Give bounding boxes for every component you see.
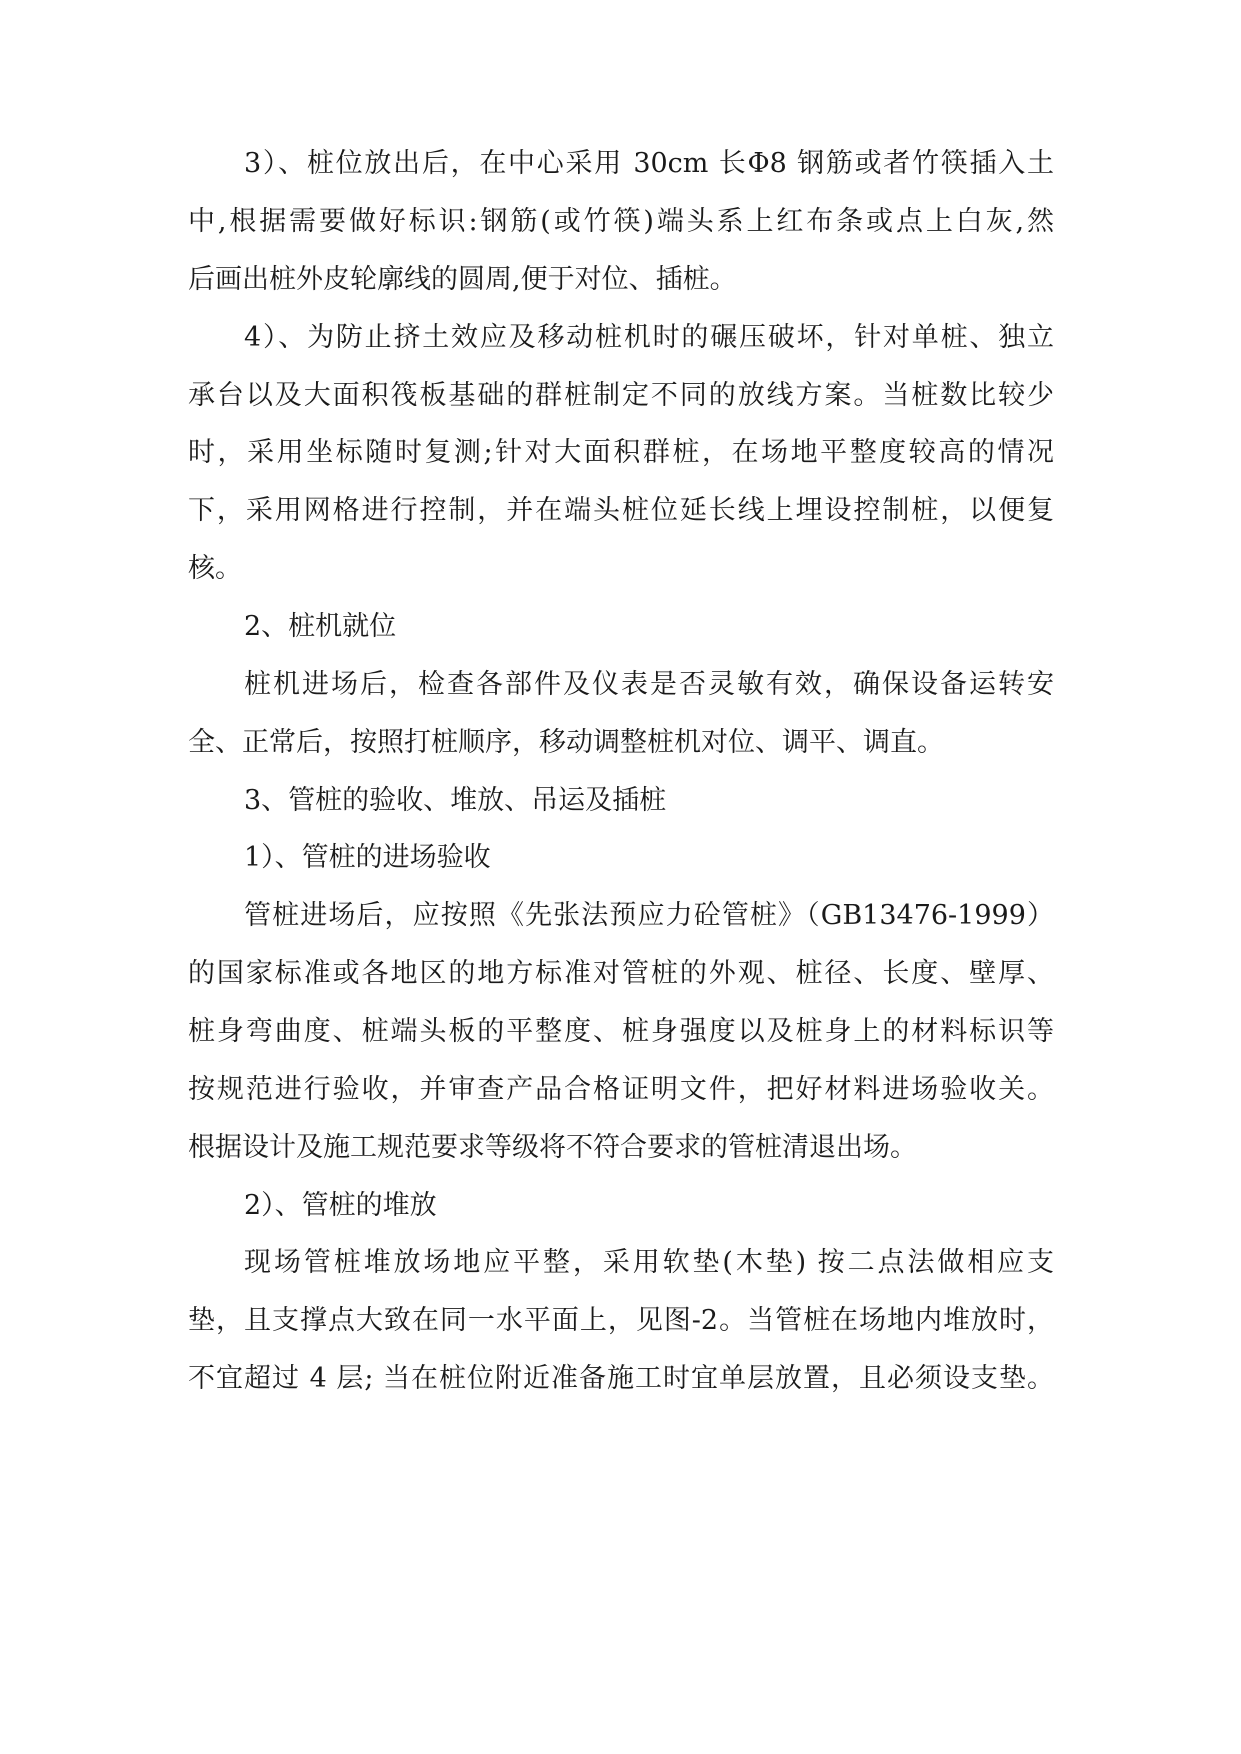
section-heading: 2、桩机就位 [244,611,397,642]
text-line: 根据设计及施工规范要求等级将不符合要求的管桩清退出场。 [188,1132,917,1163]
text-line: 现场管桩堆放场地应平整，采用软垫(木垫) 按二点法做相应支 [244,1247,1054,1278]
text-line: 桩身弯曲度、桩端头板的平整度、桩身强度以及桩身上的材料标识等 [188,1016,1054,1047]
text-line: 4）、为防止挤土效应及移动桩机时的碾压破坏，针对单桩、独立 [244,322,1054,353]
text-line: 承台以及大面积筏板基础的群桩制定不同的放线方案。当桩数比较少 [188,380,1054,411]
text-line: 按规范进行验收，并审查产品合格证明文件，把好材料进场验收关。 [188,1074,1054,1105]
text-line: 管桩进场后，应按照《先张法预应力砼管桩》（GB13476-1999） [244,900,1054,931]
section-heading: 3、管桩的验收、堆放、吊运及插桩 [244,785,667,816]
text-line: 全、正常后，按照打桩顺序，移动调整桩机对位、调平、调直。 [188,727,944,758]
subsection-heading: 2）、管桩的堆放 [244,1190,437,1221]
text-line: 下，采用网格进行控制，并在端头桩位延长线上埋设控制桩，以便复 [188,495,1054,526]
text-line: 桩机进场后，检查各部件及仪表是否灵敏有效，确保设备运转安 [244,669,1054,700]
text-line: 中,根据需要做好标识:钢筋(或竹筷)端头系上红布条或点上白灰,然 [188,206,1054,237]
text-line: 不宜超过 4 层; 当在桩位附近准备施工时宜单层放置，且必须设支垫。 [188,1363,1054,1394]
text-line: 时，采用坐标随时复测;针对大面积群桩，在场地平整度较高的情况 [188,437,1054,468]
text-line: 后画出桩外皮轮廓线的圆周,便于对位、插桩。 [188,264,737,295]
text-line: 3）、桩位放出后，在中心采用 30cm 长Φ8 钢筋或者竹筷插入土 [244,148,1054,179]
text-line: 垫，且支撑点大致在同一水平面上，见图-2。当管桩在场地内堆放时， [188,1305,1054,1336]
text-line: 核。 [188,553,242,584]
subsection-heading: 1）、管桩的进场验收 [244,842,491,873]
text-line: 的国家标准或各地区的地方标准对管桩的外观、桩径、长度、壁厚、 [188,958,1054,989]
